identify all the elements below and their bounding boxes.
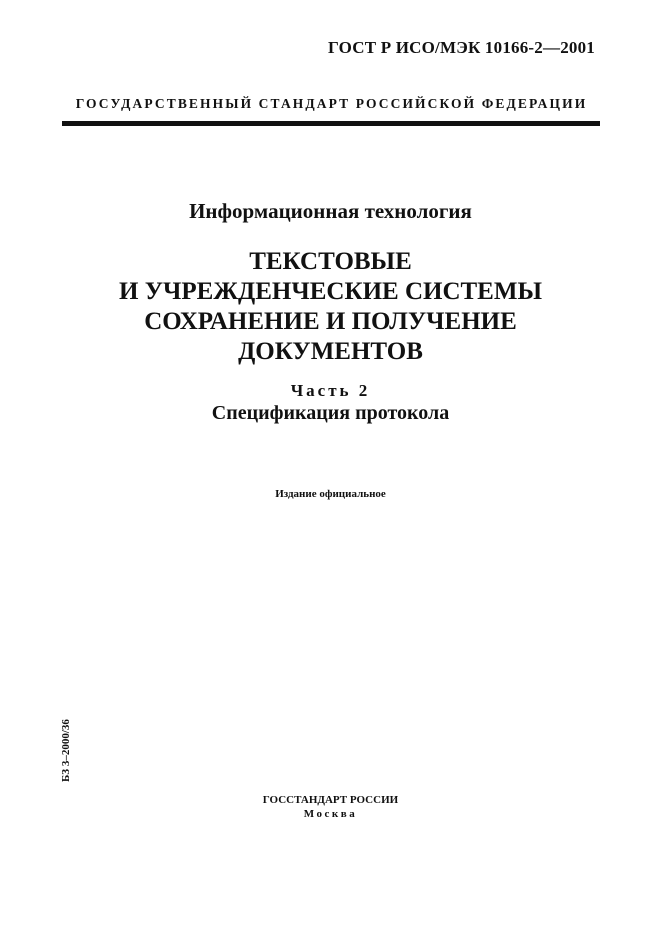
publisher: ГОССТАНДАРТ РОССИИ — [262, 794, 399, 806]
main-title-line: ДОКУМЕНТОВ — [238, 338, 423, 365]
header-divider — [62, 121, 600, 126]
main-title — [0, 247, 661, 367]
main-title-line: ТЕКСТОВЫЕ — [249, 248, 412, 275]
main-title-line: СОХРАНЕНИЕ И ПОЛУЧЕНИЕ — [144, 308, 517, 335]
subject-title: Информационная технология — [189, 199, 472, 223]
part-title: Спецификация протокола — [211, 402, 450, 424]
main-title-line: И УЧРЕЖДЕНЧЕСКИЕ СИСТЕМЫ — [119, 278, 542, 305]
edition-note: Издание официальное — [275, 488, 386, 500]
organization-heading: ГОСУДАРСТВЕННЫЙ СТАНДАРТ РОССИЙСКОЙ ФЕДЕРАЦИИ — [75, 96, 588, 111]
side-code: БЗ 3–2000/36 — [60, 719, 72, 782]
part-label: Часть 2 — [290, 381, 371, 400]
standard-number: ГОСТ Р ИСО/МЭК 10166-2—2001 — [328, 38, 595, 57]
city: Москва — [303, 808, 358, 820]
